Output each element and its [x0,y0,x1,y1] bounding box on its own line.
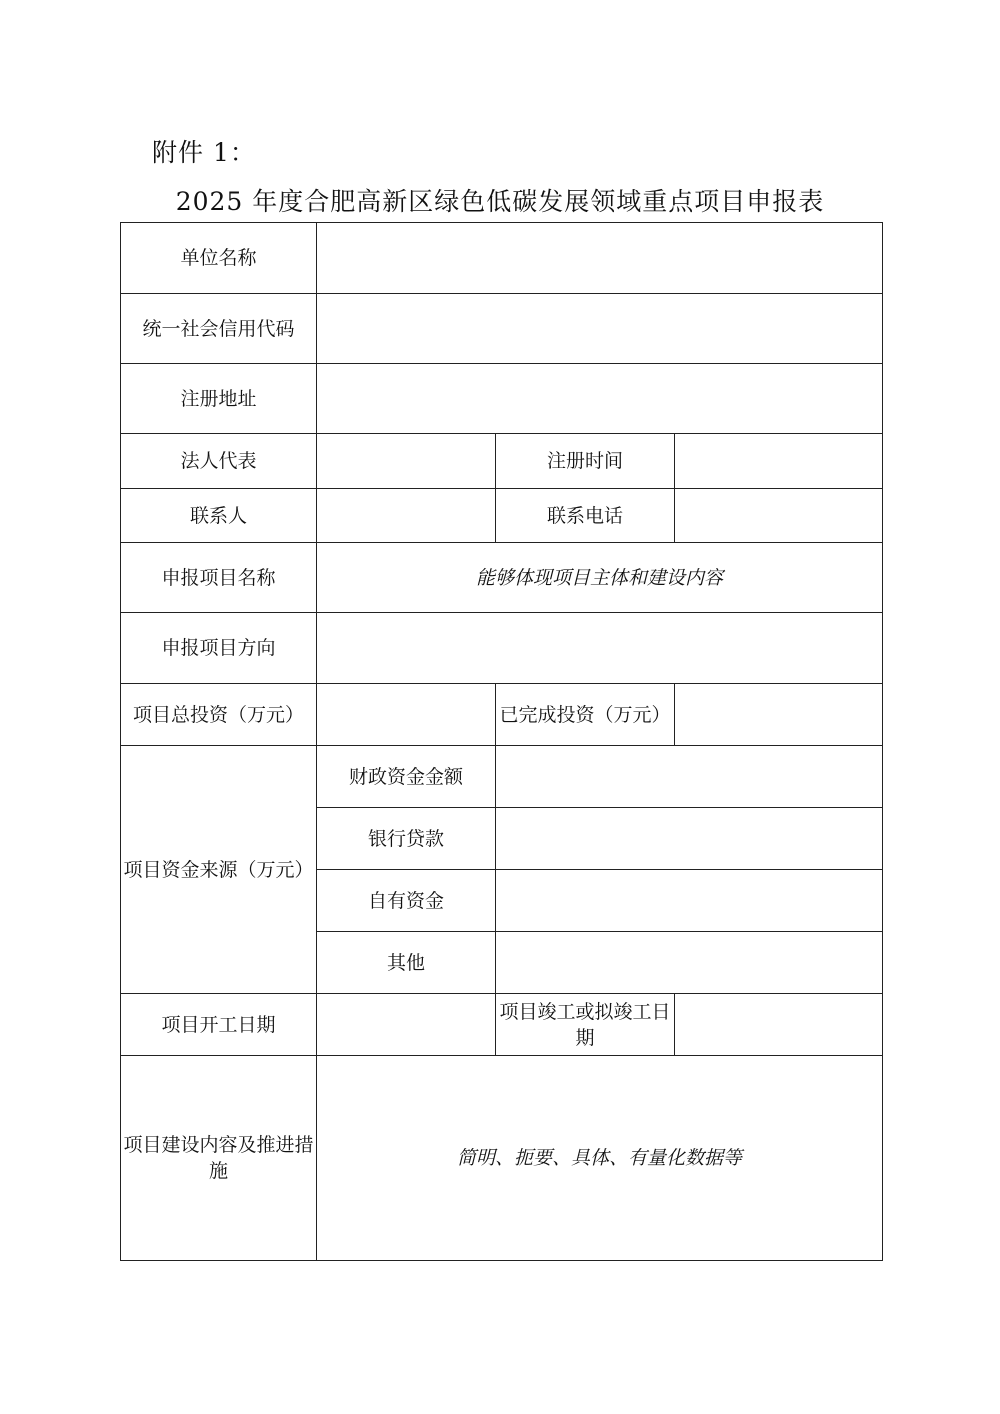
project-direction-field[interactable] [317,613,883,684]
reg-time-label: 注册时间 [496,434,675,489]
fund-own-label: 自有资金 [317,870,496,932]
reg-time-field[interactable] [675,434,883,489]
fund-bank-label: 银行贷款 [317,808,496,870]
end-date-label: 项目竣工或拟竣工日期 [496,994,675,1056]
contact-field[interactable] [317,489,496,543]
fund-source-label: 项目资金来源（万元） [121,746,317,994]
unit-name-label: 单位名称 [121,223,317,294]
content-measures-field[interactable]: 简明、扼要、具体、有量化数据等 [317,1056,883,1261]
fund-own-field[interactable] [496,870,883,932]
contact-phone-label: 联系电话 [496,489,675,543]
completed-invest-field[interactable] [675,684,883,746]
fund-fiscal-field[interactable] [496,746,883,808]
contact-label: 联系人 [121,489,317,543]
reg-address-label: 注册地址 [121,364,317,434]
content-measures-label: 项目建设内容及推进措施 [121,1056,317,1261]
total-invest-label: 项目总投资（万元） [121,684,317,746]
attachment-label: 附件 1： [152,138,256,167]
credit-code-label: 统一社会信用代码 [121,294,317,364]
start-date-label: 项目开工日期 [121,994,317,1056]
legal-rep-label: 法人代表 [121,434,317,489]
credit-code-field[interactable] [317,294,883,364]
start-date-field[interactable] [317,994,496,1056]
legal-rep-field[interactable] [317,434,496,489]
project-direction-label: 申报项目方向 [121,613,317,684]
fund-other-label: 其他 [317,932,496,994]
contact-phone-field[interactable] [675,489,883,543]
project-name-label: 申报项目名称 [121,543,317,613]
fund-fiscal-label: 财政资金金额 [317,746,496,808]
project-name-field[interactable]: 能够体现项目主体和建设内容 [317,543,883,613]
reg-address-field[interactable] [317,364,883,434]
fund-other-field[interactable] [496,932,883,994]
completed-invest-label: 已完成投资（万元） [496,684,675,746]
end-date-field[interactable] [675,994,883,1056]
unit-name-field[interactable] [317,223,883,294]
form-title: 2025 年度合肥高新区绿色低碳发展领域重点项目申报表 [175,187,825,216]
total-invest-field[interactable] [317,684,496,746]
fund-bank-field[interactable] [496,808,883,870]
application-form [120,222,883,1261]
